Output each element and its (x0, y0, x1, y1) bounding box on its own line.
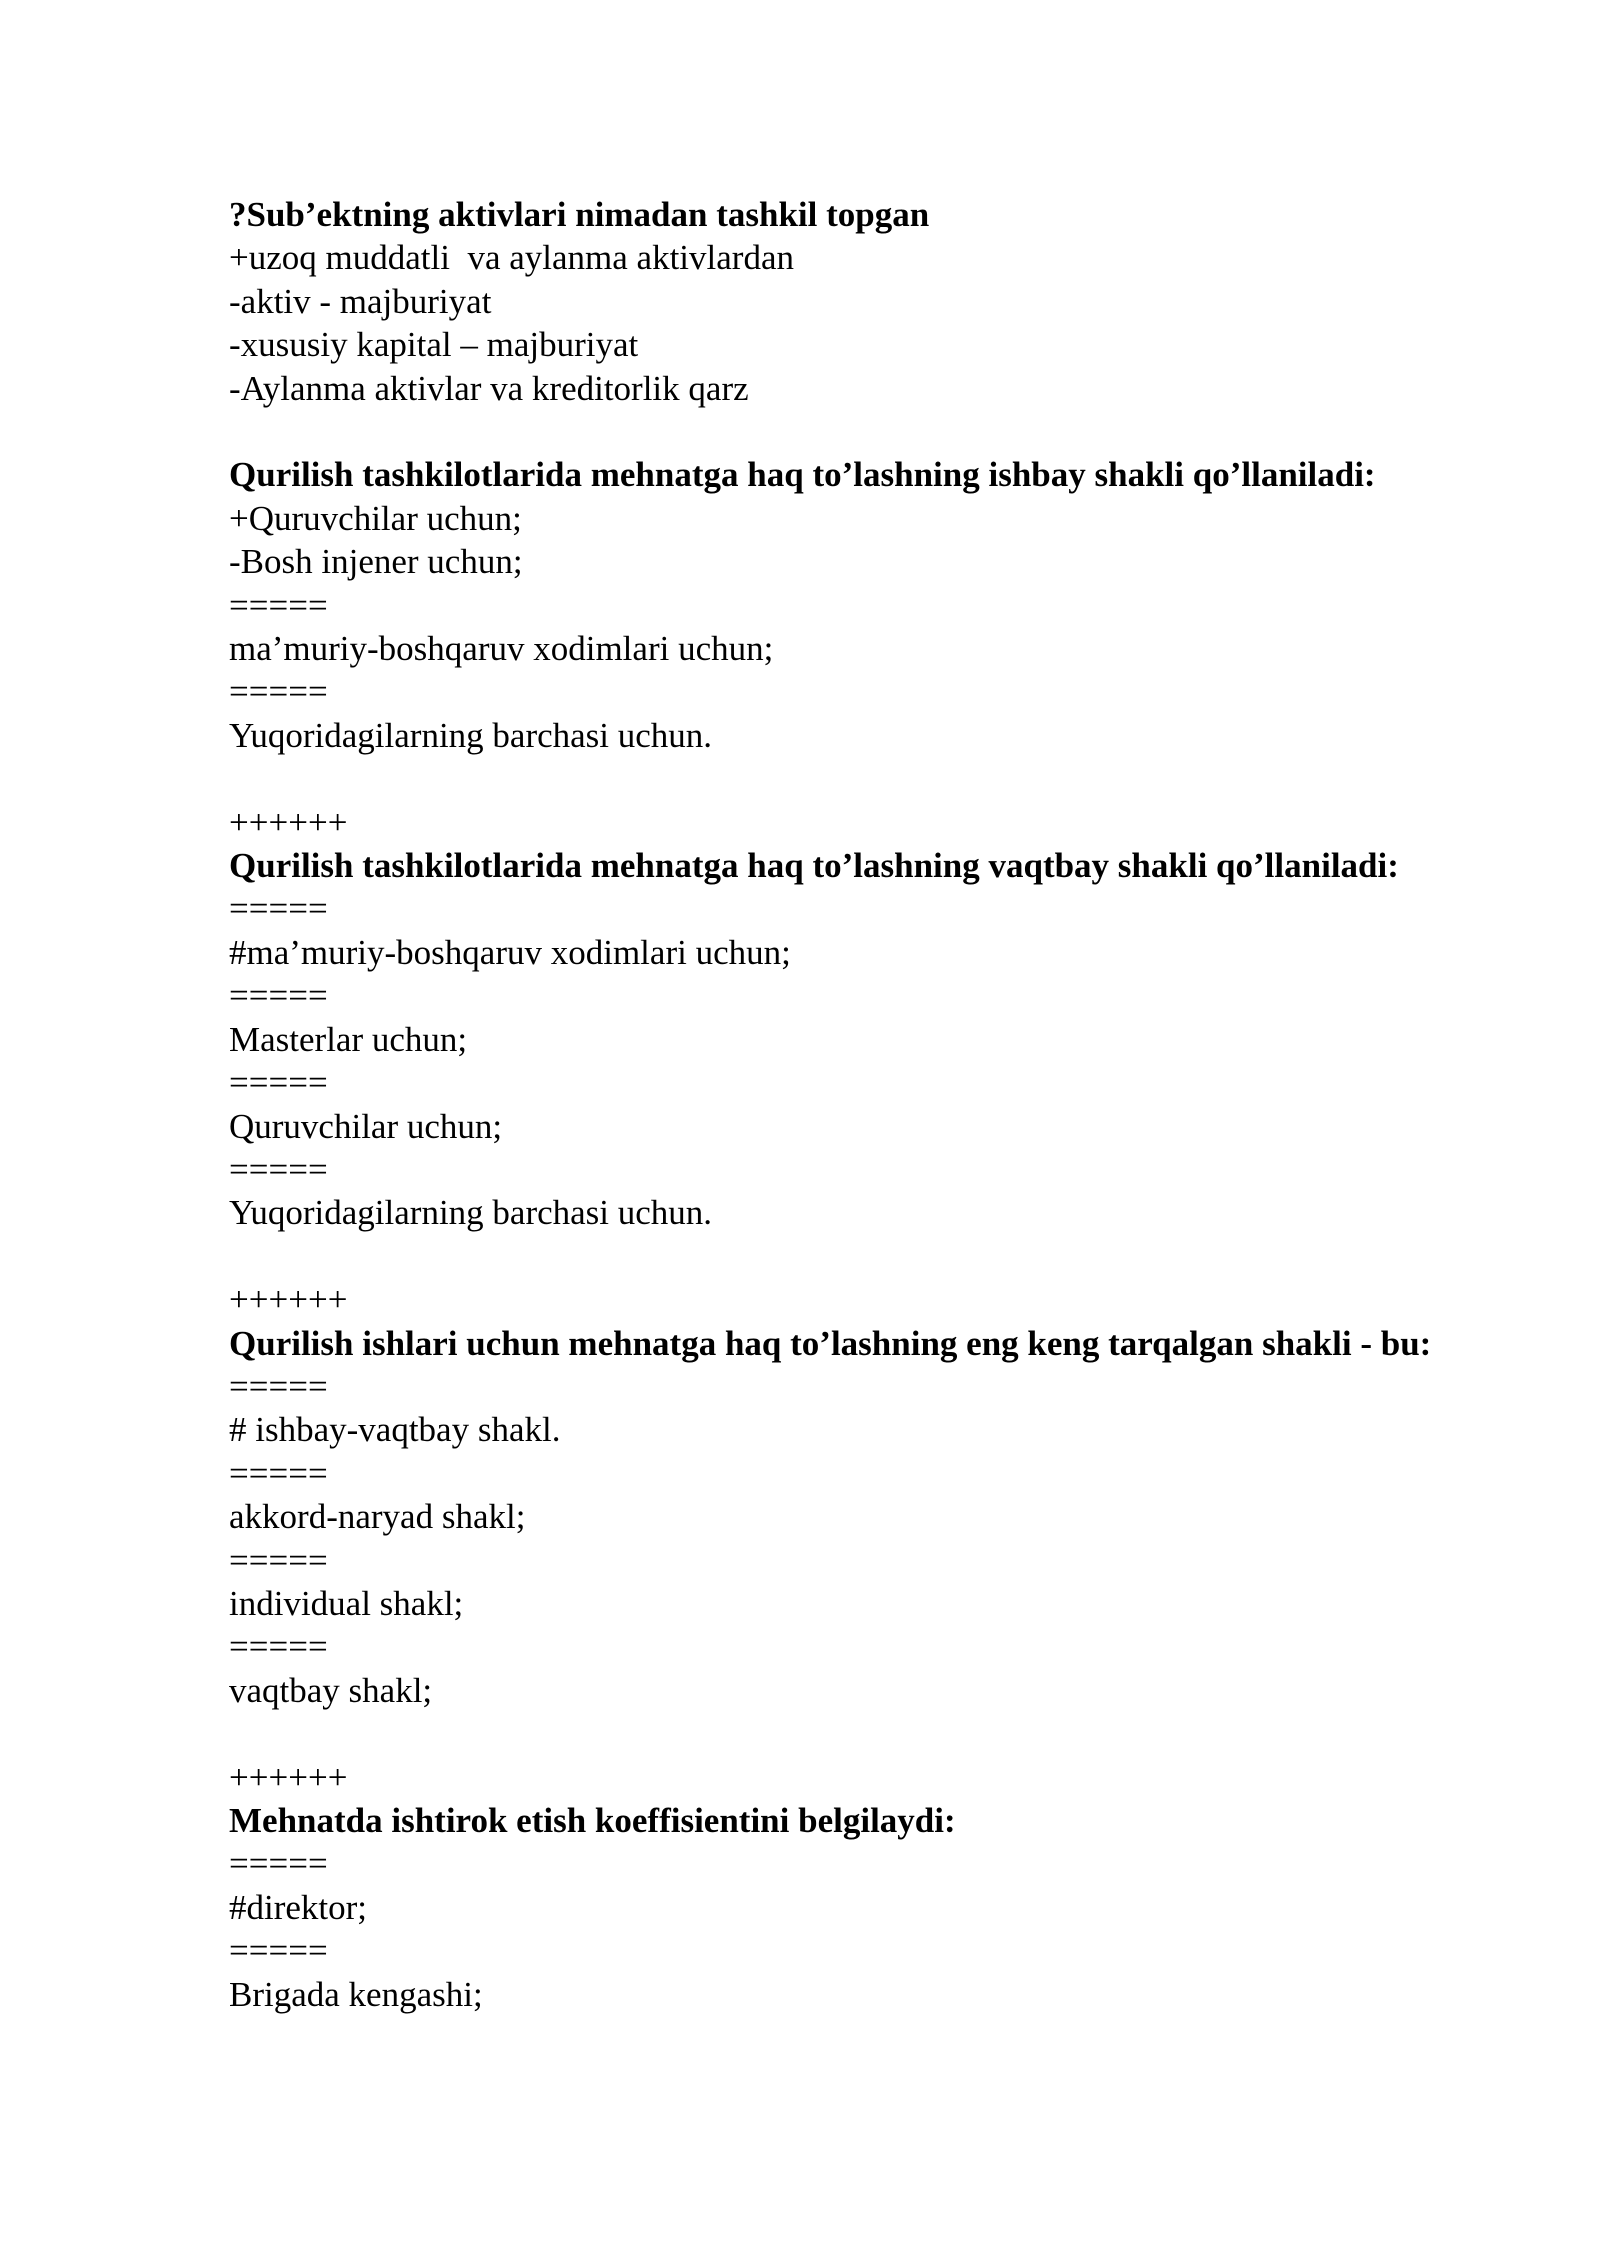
answer-line: Yuqoridagilarning barchasi uchun. (229, 715, 713, 755)
separator-line: ===== (229, 1149, 328, 1189)
blank-line (229, 1235, 1485, 1278)
answer-line: -Aylanma aktivlar va kreditorlik qarz (229, 368, 749, 408)
answer-line: #ma’muriy-boshqaruv xodimlari uchun; (229, 932, 791, 972)
blank-line (229, 757, 1485, 800)
separator-line: ===== (229, 1453, 328, 1493)
answer-line: Masterlar uchun; (229, 1019, 468, 1059)
separator-line: ===== (229, 1627, 328, 1667)
answer-line: individual shakl; (229, 1583, 464, 1623)
answer-line: +Quruvchilar uchun; (229, 498, 522, 538)
answer-line: -aktiv - majburiyat (229, 281, 492, 321)
question-block (229, 1278, 1485, 1712)
answer-line: #direktor; (229, 1887, 368, 1927)
answer-line: Brigada kengashi; (229, 1974, 483, 2014)
question-text: Mehnatda ishtirok etish koeffisientini belgilaydi: (229, 1800, 956, 1840)
document-page (229, 193, 1485, 2016)
separator-line: ===== (229, 1931, 328, 1971)
separator-line: ===== (229, 976, 328, 1016)
answer-line: # ishbay-vaqtbay shakl. (229, 1410, 561, 1450)
question-text: Qurilish tashkilotlarida mehnatga haq to’lashning vaqtbay shakli qo’llaniladi: (229, 846, 1399, 886)
answer-line: Yuqoridagilarning barchasi uchun. (229, 1193, 713, 1233)
separator-line: ===== (229, 1063, 328, 1103)
answer-line: akkord-naryad shakl; (229, 1497, 526, 1537)
question-block (229, 453, 1485, 757)
separator-line: ===== (229, 585, 328, 625)
question-marker: ++++++ (229, 1757, 348, 1797)
separator-line: ===== (229, 1366, 328, 1406)
answer-line: +uzoq muddatli va aylanma aktivlardan (229, 238, 794, 278)
separator-line: ===== (229, 1844, 328, 1884)
question-text: ?Sub’ektning aktivlari nimadan tashkil topgan (229, 195, 930, 234)
question-marker: ++++++ (229, 1280, 348, 1320)
question-block (229, 1756, 1485, 2016)
blank-line (229, 410, 1485, 453)
answer-line: vaqtbay shakl; (229, 1670, 433, 1710)
answer-line: -xususiy kapital – majburiyat (229, 325, 639, 365)
separator-line: ===== (229, 672, 328, 712)
blank-line (229, 1712, 1485, 1755)
answer-line: ma’muriy-boshqaruv xodimlari uchun; (229, 629, 774, 669)
answer-line: Quruvchilar uchun; (229, 1106, 503, 1146)
question-marker: ++++++ (229, 802, 348, 842)
separator-line: ===== (229, 889, 328, 929)
question-text: Qurilish tashkilotlarida mehnatga haq to’lashning ishbay shakli qo’llaniladi: (229, 455, 1376, 495)
separator-line: ===== (229, 1540, 328, 1580)
question-text: Qurilish ishlari uchun mehnatga haq to’lashning eng keng tarqalgan shakli - bu: (229, 1323, 1432, 1363)
question-block (229, 193, 1485, 410)
question-block (229, 801, 1485, 1235)
answer-line: -Bosh injener uchun; (229, 542, 523, 582)
